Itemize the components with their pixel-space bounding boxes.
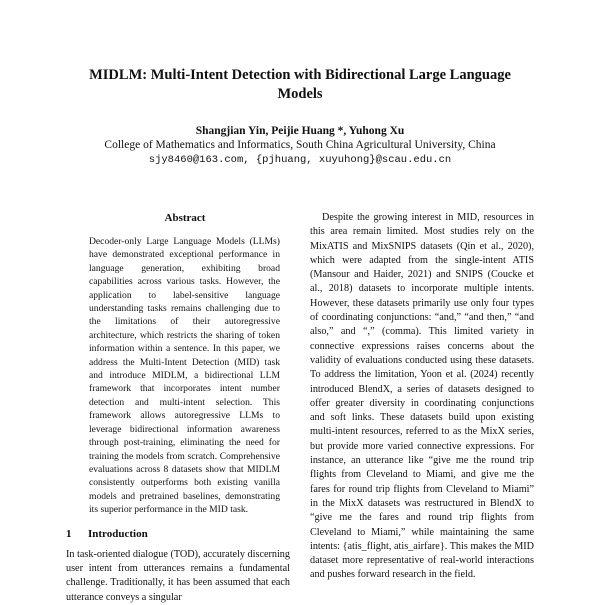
abstract-body: Decoder-only Large Language Models (LLMs) have demonstrated exceptional performance in language generation, exhibiting broad capabilities across various tasks. However, the application to label-sensitive language understanding tasks remains challenging due to the limitations of their autoregressive architecture, which restricts the sharing of token information within a sentence. In this paper, we address the Multi-Intent Detection (MID) task and introduce MIDLM, a bidirectional LLM framework that incorporates intent number detection and multi-intent selection. This framework allows autoregressive LLMs to leverage bidirectional information awareness through post-training, eliminating the need for training the models from scratch. Comprehensive evaluations across 8 datasets show that MIDLM consistently outperforms both existing vanilla models and pretrained baselines, demonstrating its superior performance in the MID task. xyxy=(89,236,280,516)
right-column-body xyxy=(310,211,534,583)
author-list: Shangjian Yin, Peijie Huang *, Yuhong Xu xyxy=(195,125,405,137)
paper-title: MIDLM: Multi-Intent Detection with Bidirectional Large Language Models xyxy=(89,67,511,102)
intro-paragraph: In task-oriented dialogue (TOD), accurately discerning user intent from utterances remains a fundamental challenge. Traditionally, it has been assumed that each utterance conveys a singular xyxy=(66,549,290,603)
abstract-heading: Abstract xyxy=(164,212,206,224)
right-paragraph: Despite the growing interest in MID, resources in this area remain limited. Most studies rely on the MixATIS and MixSNIPS datasets (Qin et al., 2020), which were adapted from the single-intent ATIS (Mansour and Haider, 2021) and SNIPS (Coucke et al., 2018) datasets to incorporate multiple intents. However, these datasets primarily use only four types of coordinating conjunctions: “and,” “and then,” “and also,” and “,” (comma). This limited variety in connective expressions raises concerns about the validity of evaluations conducted using these datasets. To address the limitation, Yoon et al. (2024) recently introduced BlendX, a series of datasets designed to offer greater diversity in coordinating conjunctions and soft links. These datasets build upon existing multi-intent resources, referred to as the MixX series, but provide more varied connective expressions. For instance, an utterance like “give me the round trip flights from Cleveland to Miami, and give me the fares for round trip flights from Cleveland to Miami” in the MixX datasets was restructured in BlendX to “give me the fares and round trip flights from Cleveland to Miami,” while maintaining the same intents: {atis_flight, atis_airfare}. This makes the MID dataset more representative of real-world interactions and pushes forward research in the field. xyxy=(310,212,534,581)
affiliation: College of Mathematics and Informatics, South China Agricultural University, China xyxy=(104,139,496,151)
section-number: 1 xyxy=(66,528,72,540)
left-column-body xyxy=(66,548,290,605)
section-title: Introduction xyxy=(88,528,148,540)
email-addresses: sjy8460@163.com, {pjhuang, xuyuhong}@scau.edu.cn xyxy=(148,154,452,166)
section-heading xyxy=(66,528,148,540)
